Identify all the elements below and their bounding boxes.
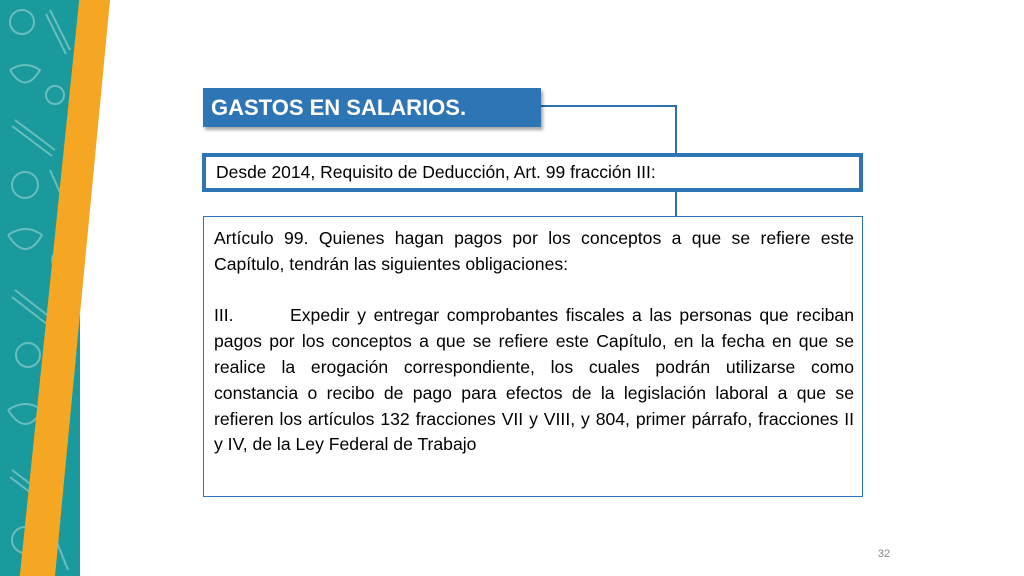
fraction-text: Expedir y entregar comprobantes fiscales a las personas que reciban pagos por los conceptos a que se refiere este Capítulo, en la fecha en que se realice la erogación correspondiente, los cuales podrán utilizarse como constancia o recibo de pago para efectos de la legislación laboral a que se refieren los artículos 132 fracciones VII y VIII, y 804, primer párrafo, fracciones II y IV, de la Ley Federal de Trabajo (214, 305, 854, 455)
article-box (203, 216, 863, 497)
connector-line (541, 105, 677, 107)
page-number: 32 (877, 548, 891, 560)
connector-line (675, 192, 677, 217)
connector-line (675, 105, 677, 154)
slide-title: GASTOS EN SALARIOS. (203, 88, 541, 127)
article-intro: Artículo 99. Quienes hagan pagos por los conceptos a que se refiere este Capítulo, tendrán las siguientes obligaciones: (214, 228, 854, 274)
article-fraction (214, 303, 854, 458)
requirement-box (202, 153, 863, 192)
fraction-number: III. (214, 305, 234, 326)
requirement-text: Desde 2014, Requisito de Deducción, Art. 99 fracción III: (216, 162, 656, 182)
